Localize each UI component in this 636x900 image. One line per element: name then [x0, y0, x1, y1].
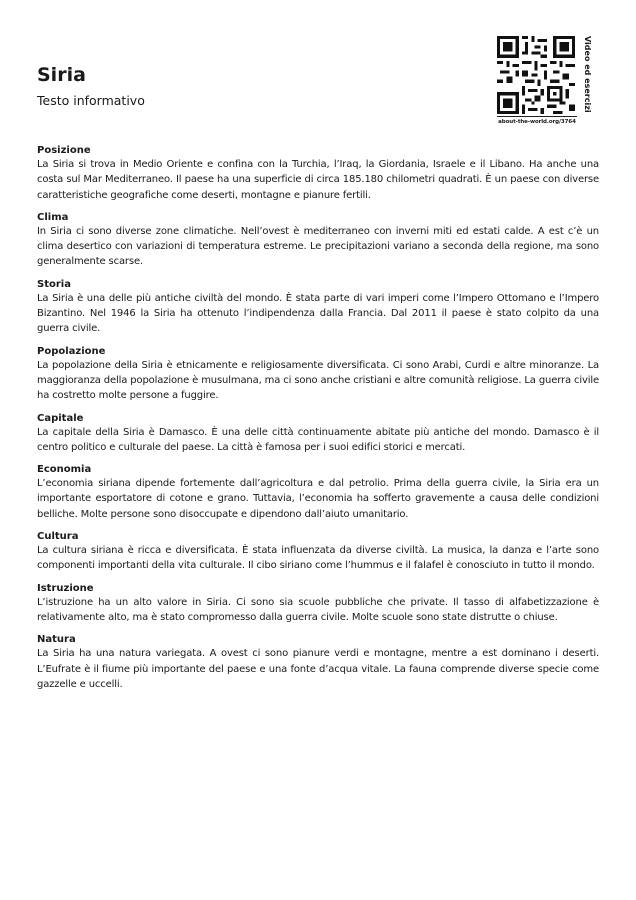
page-header — [37, 64, 145, 108]
main-content — [37, 144, 599, 700]
section-text: L’istruzione ha un alto valore in Siria. Ci sono sia scuole pubbliche che private. Il tasso di alfabetizzazione è relativamente alto, ma è stato compromesso dalla guerra civile. Molte scuole sono state distrutte o chiuse. — [37, 596, 599, 623]
qr-block — [497, 36, 597, 132]
section-posizione — [37, 144, 599, 203]
qr-code-icon[interactable] — [497, 36, 575, 114]
qr-side-label: Video ed esercizi — [583, 36, 592, 113]
section-text: La cultura siriana è ricca e diversificata. È stata influenzata da diverse civiltà. La musica, la danza e l’arte sono componenti importanti della vita culturale. Il cibo siriano come l’hummus e il falafel è conosciuto in tutto il mondo. — [37, 545, 599, 572]
section-heading: Capitale — [37, 412, 84, 424]
section-heading: Storia — [37, 278, 71, 290]
section-heading: Natura — [37, 634, 76, 646]
section-economia — [37, 463, 599, 522]
section-heading: Istruzione — [37, 582, 94, 594]
section-heading: Economia — [37, 464, 92, 476]
section-heading: Posizione — [37, 145, 91, 156]
section-clima — [37, 211, 599, 270]
section-heading: Clima — [37, 211, 69, 223]
section-popolazione — [37, 345, 599, 404]
page-title: Siria — [37, 64, 86, 86]
section-storia — [37, 278, 599, 337]
section-text: La Siria ha una natura variegata. A ovest ci sono pianure verdi e montagne, mentre a est dominano i deserti. L’Eufrate è il fiume più importante del paese e una fonte d’acqua vitale. La fauna comprende diverse specie come gazzelle e uccelli. — [37, 648, 599, 690]
section-text: L’economia siriana dipende fortemente dall’agricoltura e dal petrolio. Prima della guerra civile, la Siria era un importante esportatore di cotone e grano. Tuttavia, l’economia ha sofferto gravemente a causa delle condizioni belliche. Molte persone sono disoccupate e dipendono dall’aiuto umanitario. — [37, 478, 599, 520]
section-istruzione — [37, 582, 599, 626]
section-heading: Cultura — [37, 531, 79, 543]
section-text: La popolazione della Siria è etnicamente e religiosamente diversificata. Ci sono Arabi, Curdi e altre minoranze. La maggioranza della popolazione è musulmana, ma ci sono anche cristiani e altre comunità religiose. La guerra civile ha costretto molte persone a fuggire. — [37, 359, 599, 402]
page-subtitle: Testo informativo — [37, 93, 145, 108]
section-capitale — [37, 412, 599, 456]
section-text: La Siria si trova in Medio Oriente e confina con la Turchia, l’Iraq, la Giordania, Israele e il Libano. Ha anche una costa sul Mar Mediterraneo. Il paese ha una superficie di circa 185.180 chilometri quadrati. È un paese con diverse caratteristiche geografiche come deserti, montagne e pianure fertili. — [37, 159, 599, 201]
section-text: La Siria è una delle più antiche civiltà del mondo. È stata parte di vari imperi come l’Impero Ottomano e l’Impero Bizantino. Nel 1946 la Siria ha ottenuto l’indipendenza dalla Francia. Dal 2011 il paese è stato colpito da una guerra civile. — [37, 292, 599, 335]
section-cultura — [37, 530, 599, 574]
qr-url-link[interactable]: about-the-world.org/3764 — [498, 119, 576, 125]
section-text: La capitale della Siria è Damasco. È una delle città continuamente abitate più antiche del mondo. Damasco è il centro politico e culturale del paese. La città è famosa per i suoi edifici storici e mercati. — [37, 426, 599, 453]
qr-divider — [497, 116, 577, 117]
section-text: In Siria ci sono diverse zone climatiche. Nell’ovest è mediterraneo con inverni miti ed estati calde. A est c’è un clima desertico con variazioni di temperatura estreme. Le precipitazioni variano a seconda della regione, ma sono generalmente scarse. — [37, 225, 599, 268]
section-natura — [37, 633, 599, 692]
section-heading: Popolazione — [37, 345, 106, 357]
